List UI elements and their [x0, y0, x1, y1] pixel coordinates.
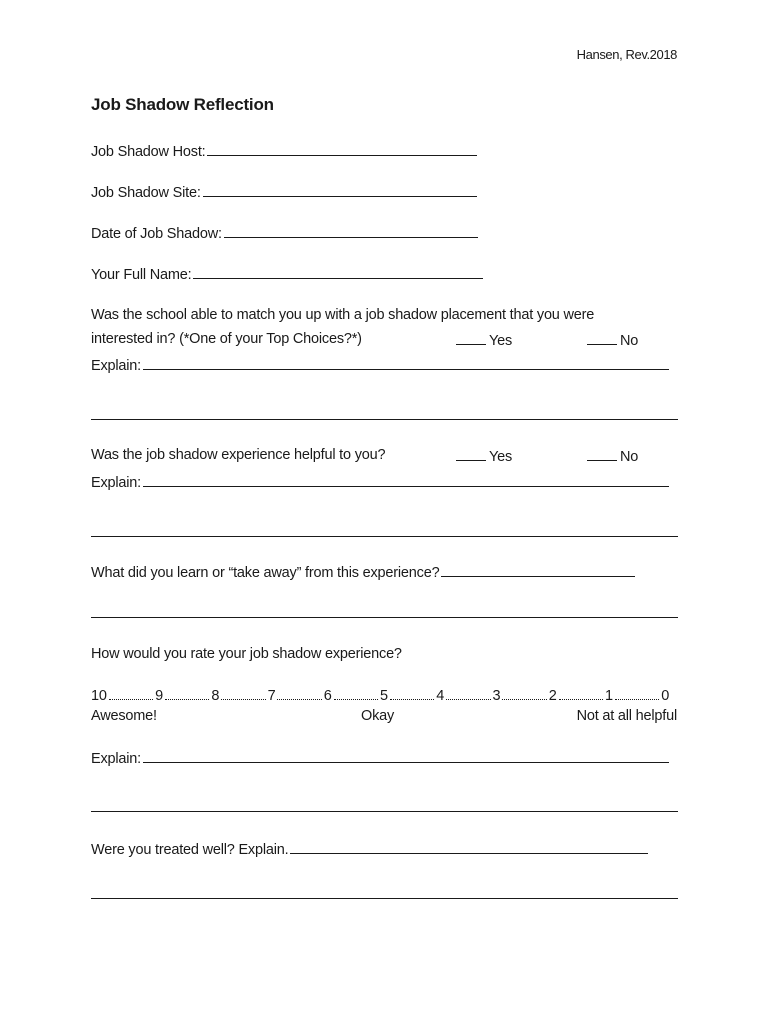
site-label: Job Shadow Site:	[91, 185, 201, 201]
q3-field	[91, 564, 635, 581]
q1-answer-line[interactable]	[91, 419, 678, 420]
scale-0[interactable]: 0	[661, 688, 670, 704]
scale-label-okay: Okay	[361, 708, 395, 724]
scale-2[interactable]: 2	[548, 688, 557, 704]
q2-no-blank[interactable]	[587, 448, 617, 461]
page-title: Job Shadow Reflection	[91, 95, 274, 114]
q1-text-line2: interested in? (*One of your Top Choices?*)	[91, 331, 362, 347]
q1-explain-line[interactable]	[143, 357, 669, 370]
q1-explain-label: Explain:	[91, 358, 141, 374]
scale-dots	[502, 699, 546, 700]
scale-3[interactable]: 3	[492, 688, 501, 704]
q2-explain-label: Explain:	[91, 475, 141, 491]
q4-explain-field	[91, 750, 669, 767]
scale-1[interactable]: 1	[604, 688, 613, 704]
q2-text: Was the job shadow experience helpful to you?	[91, 447, 386, 463]
scale-dots	[390, 699, 434, 700]
q5-field	[91, 841, 648, 858]
scale-6[interactable]: 6	[323, 688, 332, 704]
scale-dots	[277, 699, 321, 700]
site-input-line[interactable]	[203, 184, 477, 197]
site-field	[91, 184, 477, 201]
q1-no-blank[interactable]	[587, 332, 617, 345]
q2-no-label: No	[620, 449, 639, 465]
date-label: Date of Job Shadow:	[91, 226, 222, 242]
q1-no-option[interactable]	[587, 332, 638, 349]
host-field	[91, 143, 477, 160]
q4-text: How would you rate your job shadow experience?	[91, 646, 402, 662]
date-field	[91, 225, 478, 242]
q4-explain-line[interactable]	[143, 750, 669, 763]
q5-input-line[interactable]	[290, 841, 648, 854]
scale-dots	[165, 699, 209, 700]
q2-yes-blank[interactable]	[456, 448, 486, 461]
q3-answer-line[interactable]	[91, 617, 678, 618]
scale-10[interactable]: 10	[91, 688, 107, 704]
q3-input-line[interactable]	[441, 564, 635, 577]
scale-dots	[446, 699, 490, 700]
q2-explain-line[interactable]	[143, 474, 669, 487]
name-field	[91, 266, 483, 283]
q1-yes-label: Yes	[489, 333, 513, 349]
revision-note: Hansen, Rev.2018	[576, 47, 677, 62]
q2-no-option[interactable]	[587, 448, 638, 465]
q5-answer-line[interactable]	[91, 898, 678, 899]
q1-text-line1: Was the school able to match you up with a job shadow placement that you were	[91, 307, 595, 323]
q2-yes-label: Yes	[489, 449, 513, 465]
q5-text: Were you treated well? Explain.	[91, 842, 289, 858]
scale-5[interactable]: 5	[380, 688, 388, 704]
scale-4[interactable]: 4	[436, 688, 445, 704]
scale-dots	[221, 699, 265, 700]
q2-answer-line[interactable]	[91, 536, 678, 537]
host-input-line[interactable]	[207, 143, 477, 156]
scale-label-not-helpful: Not at all helpful	[576, 708, 677, 724]
q4-explain-label: Explain:	[91, 751, 141, 767]
scale-dots	[615, 699, 659, 700]
host-label: Job Shadow Host:	[91, 144, 206, 160]
scale-dots	[559, 699, 603, 700]
q3-text: What did you learn or “take away” from this experience?	[91, 565, 440, 581]
scale-8[interactable]: 8	[211, 688, 220, 704]
name-label: Your Full Name:	[91, 267, 192, 283]
name-input-line[interactable]	[193, 266, 483, 279]
scale-dots	[334, 699, 378, 700]
q1-explain-field	[91, 357, 669, 374]
rating-scale	[91, 688, 669, 704]
scale-7[interactable]: 7	[267, 688, 276, 704]
q2-yes-option[interactable]	[456, 448, 512, 465]
scale-label-awesome: Awesome!	[91, 708, 157, 724]
scale-dots	[109, 699, 153, 700]
q1-no-label: No	[620, 333, 639, 349]
q4-answer-line[interactable]	[91, 811, 678, 812]
q1-yes-option[interactable]	[456, 332, 512, 349]
scale-9[interactable]: 9	[155, 688, 163, 704]
date-input-line[interactable]	[224, 225, 478, 238]
q2-explain-field	[91, 474, 669, 491]
q1-yes-blank[interactable]	[456, 332, 486, 345]
